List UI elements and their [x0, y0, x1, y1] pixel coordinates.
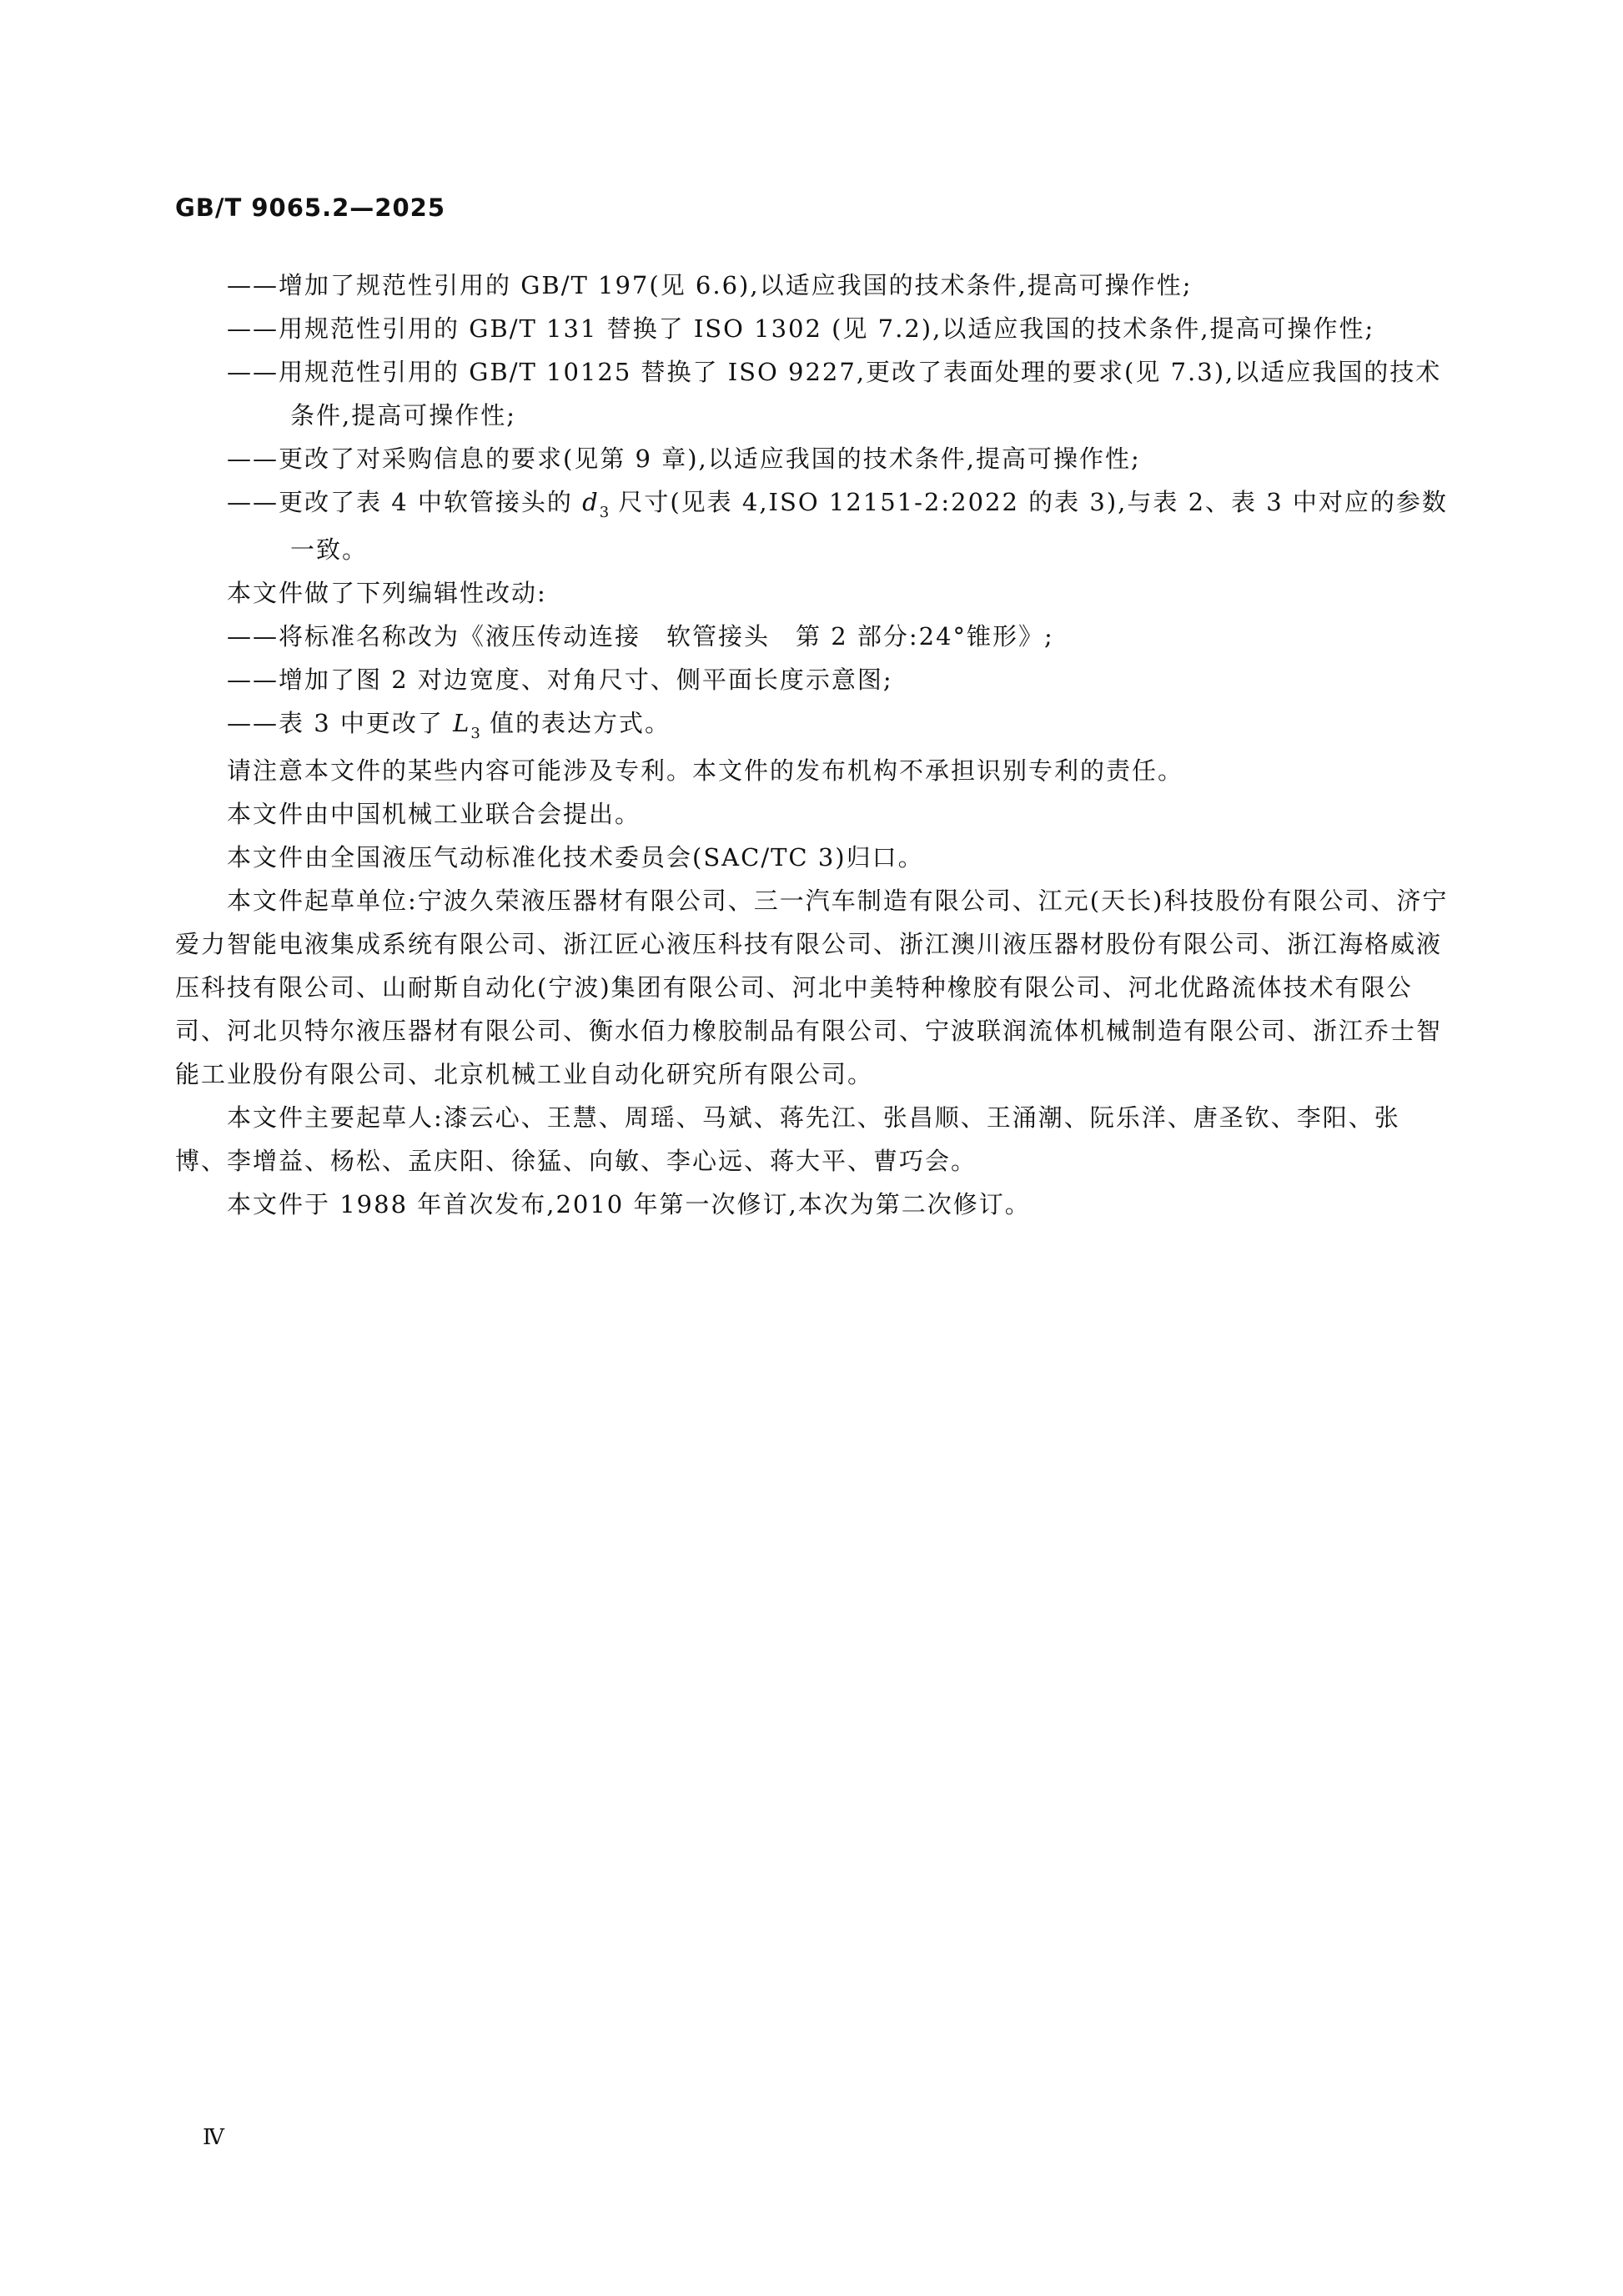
patent-notice: 请注意本文件的某些内容可能涉及专利。本文件的发布机构不承担识别专利的责任。 — [227, 756, 1184, 785]
l3-subscript: 3 — [470, 725, 480, 742]
d3-text-after: 尺寸(见表 4,ISO 12151-2:2022 的表 3),与表 2、表 3 中对应的参数一致。 — [290, 488, 1448, 564]
editorial-change-item-l3 — [175, 701, 1451, 749]
technical-change-item: ——用规范性引用的 GB/T 10125 替换了 ISO 9227,更改了表面处理的要求(见 7.3),以适应我国的技术条件,提高可操作性; — [227, 358, 1442, 430]
document-number: GB/T 9065.2—2025 — [175, 193, 445, 222]
l3-symbol: L — [453, 709, 471, 737]
editorial-change-item: ——增加了图 2 对边宽度、对角尺寸、侧平面长度示意图; — [227, 666, 893, 694]
editorial-change-item: ——将标准名称改为《液压传动连接 软管接头 第 2 部分:24°锥形》; — [227, 622, 1054, 651]
page-number: Ⅳ — [203, 2125, 225, 2150]
technical-change-item: ——更改了对采购信息的要求(见第 9 章),以适应我国的技术条件,提高可操作性; — [227, 445, 1141, 473]
technical-change-item-d3 — [175, 480, 1451, 571]
d3-subscript: 3 — [599, 504, 610, 521]
publication-history: 本文件于 1988 年首次发布,2010 年第一次修订,本次为第二次修订。 — [227, 1190, 1031, 1218]
centralized-by: 本文件由全国液压气动标准化技术委员会(SAC/TC 3)归口。 — [227, 843, 924, 872]
drafting-units: 本文件起草单位:宁波久荣液压器材有限公司、三一汽车制造有限公司、江元(天长)科技股份有限公司、济宁爱力智能电液集成系统有限公司、浙江匠心液压科技有限公司、浙江澳川液压器材股份有限公司、浙江海格威液压科技有限公司、山耐斯自动化(宁波)集团有限公司、河北中美特种橡胶有限公司、河北优路流体技术有限公司、河北贝特尔液压器材有限公司、衡水佰力橡胶制品有限公司、宁波联润流体机械制造有限公司、浙江乔士智能工业股份有限公司、北京机械工业自动化研究所有限公司。 — [175, 887, 1449, 1088]
foreword-body — [175, 264, 1451, 1226]
editorial-intro: 本文件做了下列编辑性改动: — [227, 579, 547, 607]
technical-change-item: ——增加了规范性引用的 GB/T 197(见 6.6),以适应我国的技术条件,提高可操作性; — [227, 271, 1193, 299]
d3-text-before: ——更改了表 4 中软管接头的 — [227, 488, 583, 516]
l3-text-before: ——表 3 中更改了 — [227, 709, 454, 737]
technical-change-item: ——用规范性引用的 GB/T 131 替换了 ISO 1302 (见 7.2),以适应我国的技术条件,提高可操作性; — [227, 314, 1375, 343]
l3-text-after: 值的表达方式。 — [480, 709, 671, 737]
d3-symbol: d — [582, 488, 600, 516]
main-drafters: 本文件主要起草人:漆云心、王慧、周瑶、马斌、蒋先江、张昌顺、王涌潮、阮乐洋、唐圣钦、李阳、张博、李增益、杨松、孟庆阳、徐猛、向敏、李心远、蒋大平、曹巧会。 — [175, 1103, 1400, 1175]
proposed-by: 本文件由中国机械工业联合会提出。 — [227, 800, 641, 828]
